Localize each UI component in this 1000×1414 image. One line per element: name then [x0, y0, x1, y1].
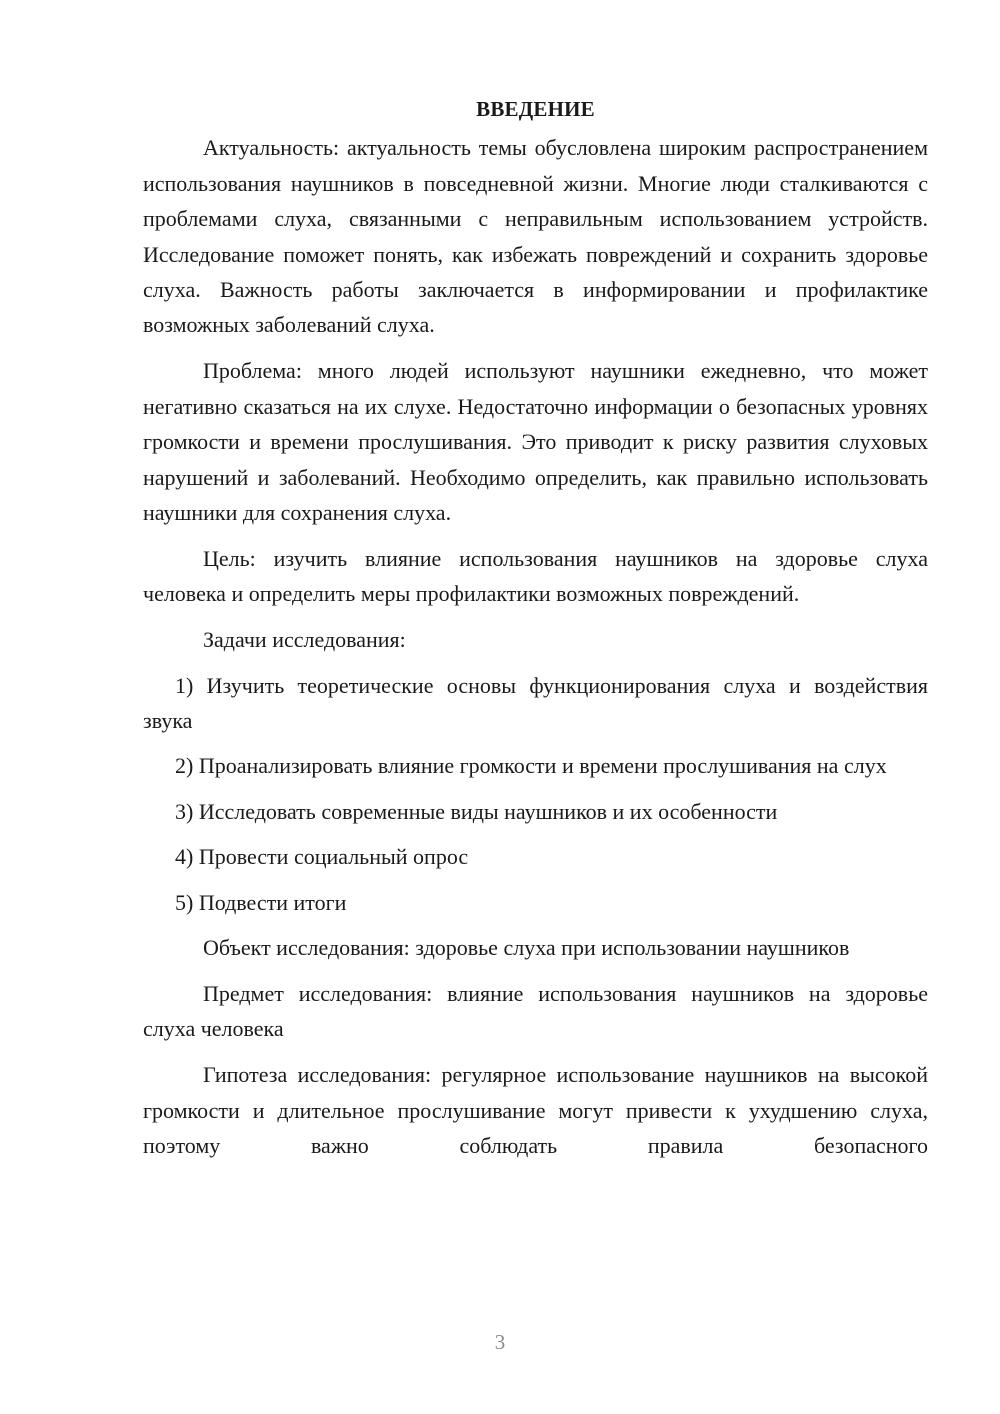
- task-item-3: 3) Исследовать современные виды наушников и их особенности: [175, 798, 778, 824]
- task-item-2: 2) Проанализировать влияние громкости и времени прослушивания на слух: [175, 753, 887, 779]
- subject-paragraph: Предмет исследования: влияние использования наушников на здоровье слуха человека: [143, 980, 928, 1042]
- task-item-4: 4) Провести социальный опрос: [175, 844, 469, 870]
- task-item-1: 1) Изучить теоретические основы функционирования слуха и воздействия звука: [143, 672, 928, 733]
- goal-paragraph: Цель: изучить влияние использования наушников на здоровье слуха человека и определить меры профилактики возможных повреждений.: [143, 545, 928, 607]
- document-page: [143, 92, 928, 1163]
- hypothesis-paragraph: Гипотеза исследования: регулярное использование наушников на высокой громкости и длительное прослушивание могут привести к ухудшению слуха, поэтому важно соблюдать правила безопасного: [143, 1062, 928, 1159]
- relevance-paragraph: Актуальность: актуальность темы обусловлена широким распространением использования наушников в повседневной жизни. Многие люди сталкиваются с проблемами слуха, связанными с неправильным использованием устройств. Исследование поможет понять, как избежать повреждений и сохранить здоровье слуха. Важность работы заключается в информировании и профилактике возможных заболеваний слуха.: [143, 135, 928, 338]
- tasks-heading: Задачи исследования:: [203, 627, 406, 653]
- problem-paragraph: Проблема: много людей используют наушники ежедневно, что может негативно сказаться на их слухе. Недостаточно информации о безопасных уровнях громкости и времени прослушивания. Это приводит к риску развития слуховых нарушений и заболеваний. Необходимо определить, как правильно использовать наушники для сохранения слуха.: [143, 358, 928, 525]
- section-title: ВВЕДЕНИЕ: [476, 97, 595, 121]
- object-paragraph: Объект исследования: здоровье слуха при использовании наушников: [203, 935, 850, 961]
- page-number: 3: [494, 1330, 506, 1354]
- tasks-list: [143, 668, 928, 920]
- task-item-5: 5) Подвести итоги: [175, 889, 347, 915]
